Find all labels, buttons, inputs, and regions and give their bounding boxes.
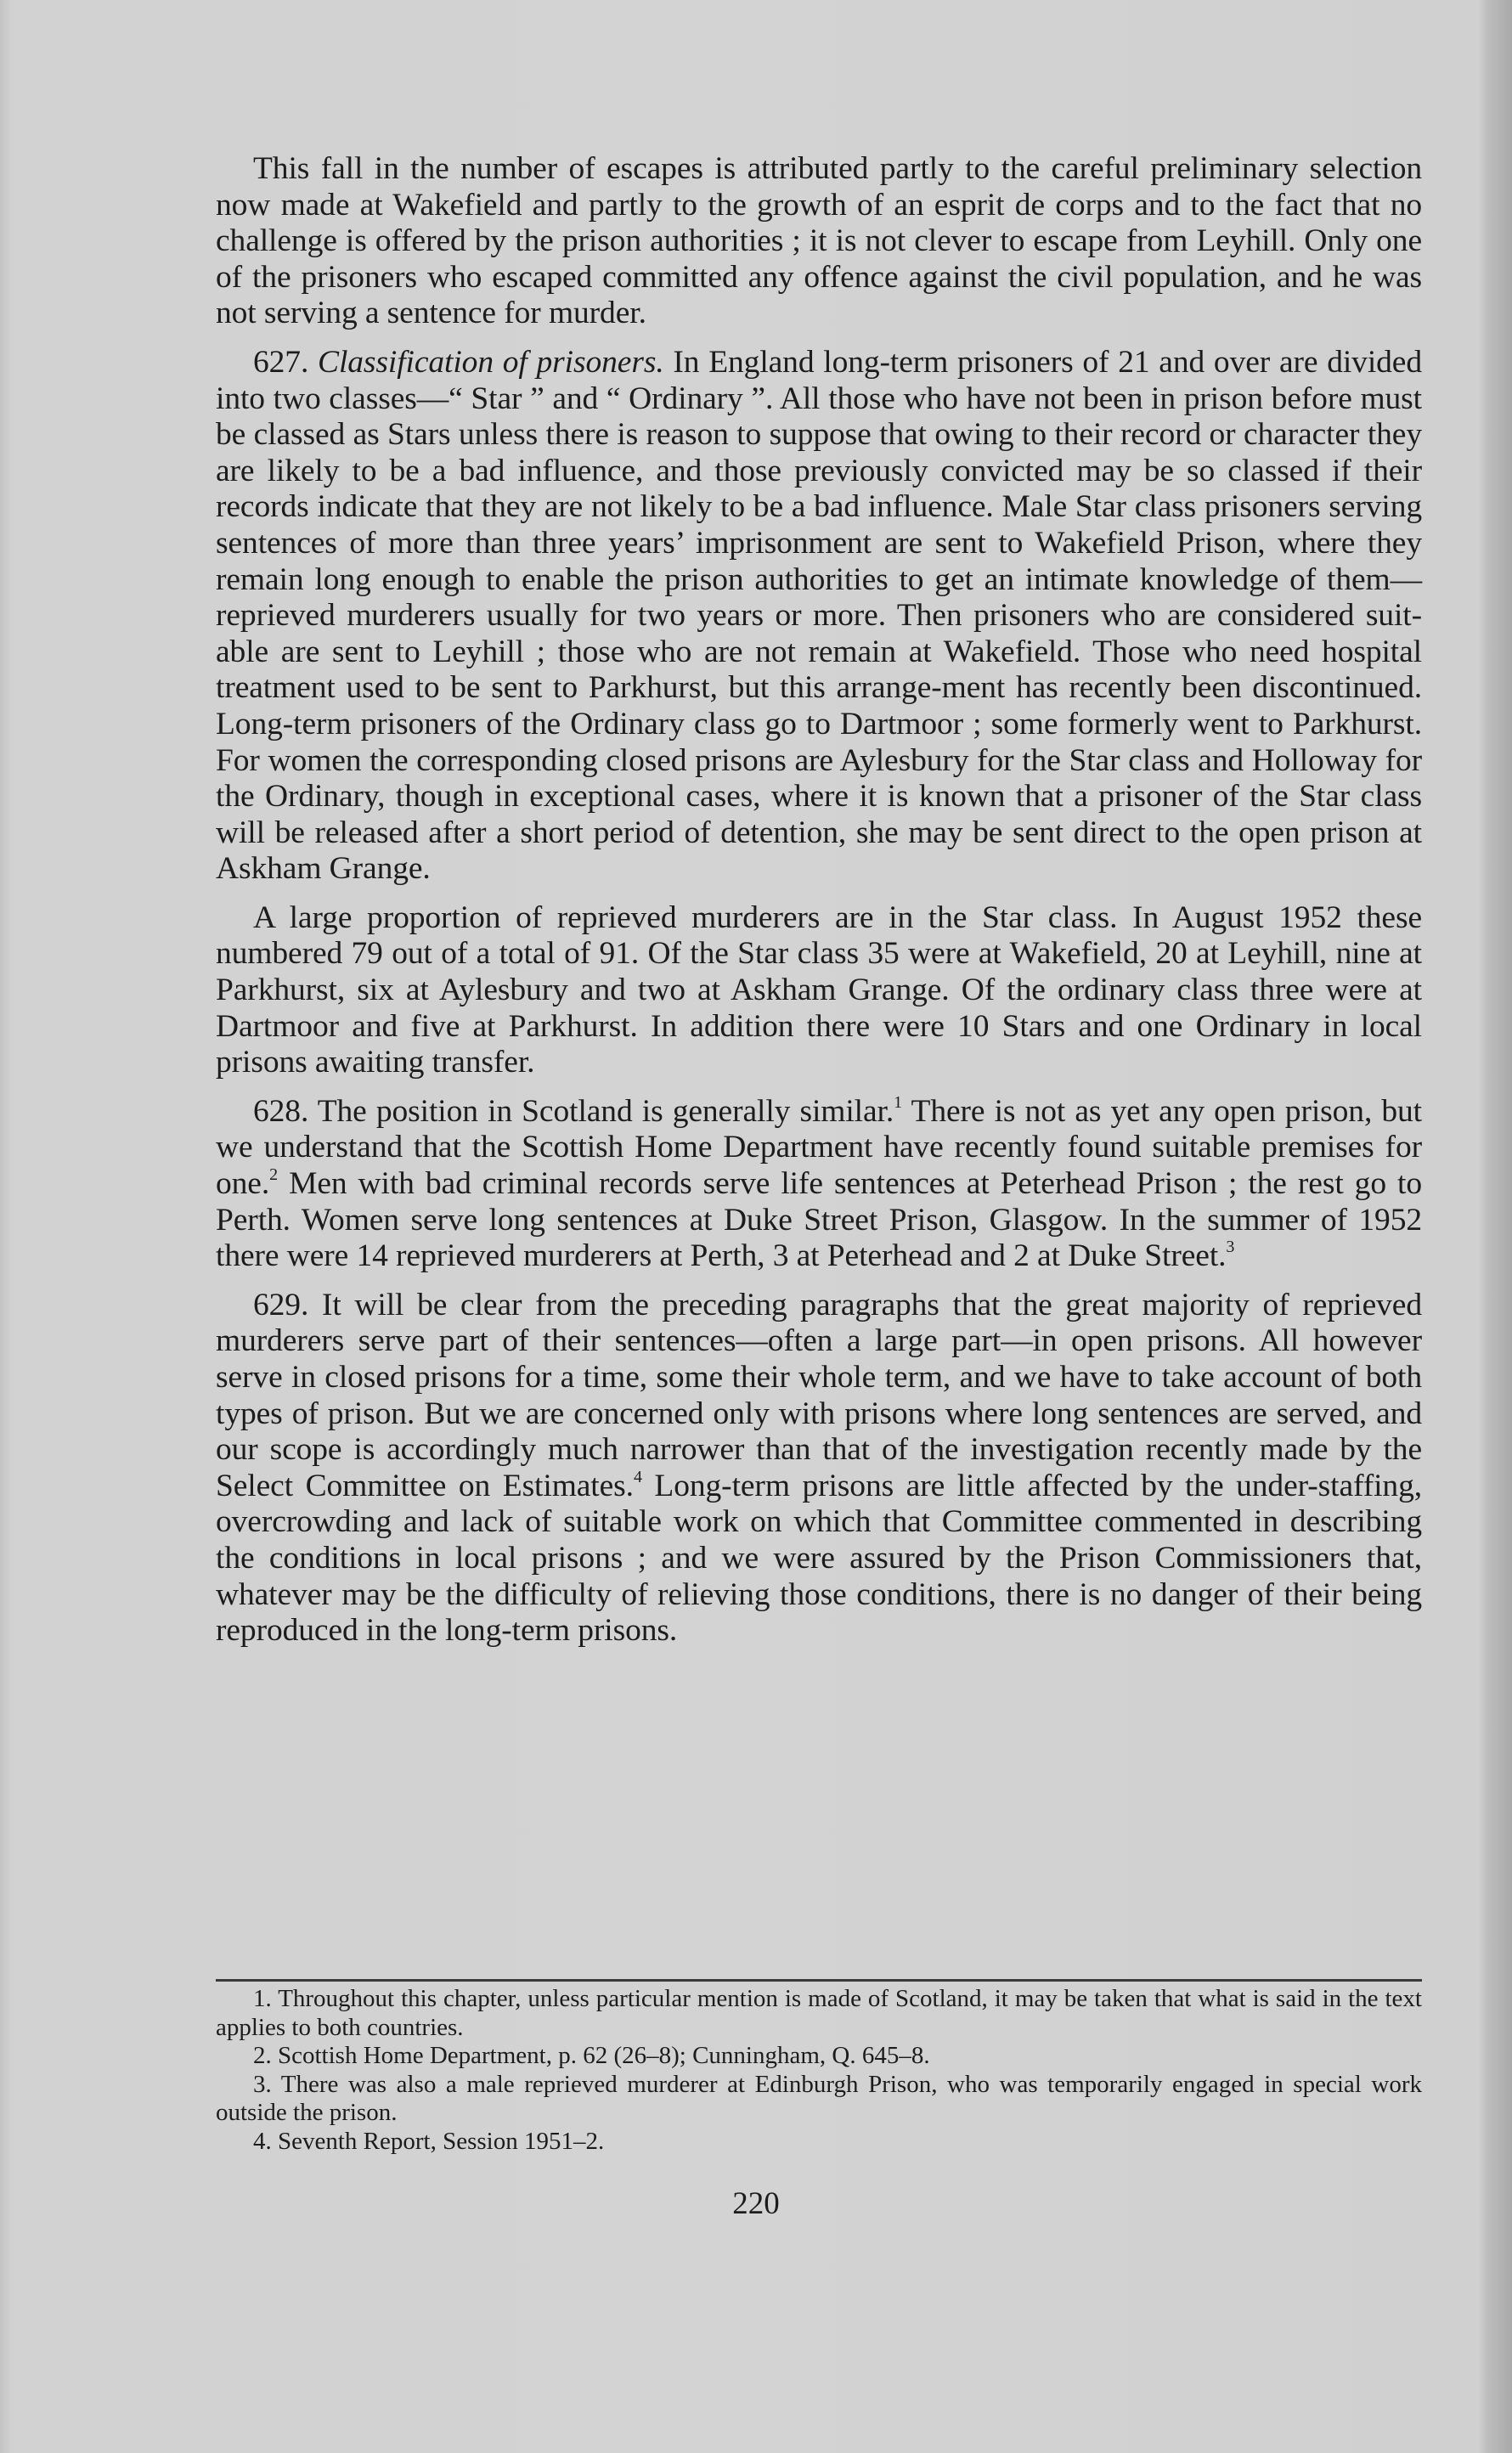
paragraph-text: This fall in the number of escapes is attributed partly to the careful preliminary selection now made at Wakefield and partly to the growth of an esprit de corps and to the fact that no challenge is offered by the prison authorities ; it is not clever to escape from Leyhill. Only one of the prisoners who escaped committed any offence against the civil population, and he was not serving a sentence for murder. xyxy=(216,151,1422,331)
footnote-2: 2. Scottish Home Department, p. 62 (26–8); Cunningham, Q. 645–8. xyxy=(253,2042,930,2069)
footnotes xyxy=(216,1985,1422,2156)
paragraph-escapes xyxy=(216,151,1422,332)
footnote-ref[interactable]: 3 xyxy=(1226,1238,1235,1257)
footnote-ref[interactable]: 1 xyxy=(894,1092,903,1112)
paragraph-number: 627. xyxy=(253,344,309,380)
paragraph-text: The position in Scotland is generally similar. xyxy=(317,1093,894,1129)
paragraph-628 xyxy=(216,1094,1422,1275)
body-text xyxy=(216,151,1422,1649)
page-number: 220 xyxy=(732,2186,780,2221)
paragraph-text: It will be clear from the preceding paragraphs that the great majority of reprieved murderers serve part of their sentences—often a large part—in open prisons. All however serve in closed prisons for a time, some their whole term, and we have to take account of both types of prison. But we are concerned only with prisons where long sentences are served, and our scope is accordingly much narrower than that of the investigation recently made by the Select Committee on Estimates. xyxy=(216,1287,1422,1503)
footnote-3: 3. There was also a male reprieved murderer at Edinburgh Prison, who was temporarily engaged in special work outside the prison. xyxy=(216,2070,1422,2126)
paragraph-number: 628. xyxy=(253,1093,309,1129)
paragraph-text: A large proportion of reprieved murderers are in the Star class. In August 1952 these numbered 79 out of a total of 91. Of the Star class 35 were at Wakefield, 20 at Leyhill, nine at Parkhurst, six at Aylesbury and two at Askham Grange. Of the ordinary class three were at Dartmoor and five at Parkhurst. In addition there were 10 Stars and one Ordinary in local prisons awaiting transfer. xyxy=(216,899,1422,1080)
paragraph-text: In England long-term prisoners of 21 and over are divided into two classes—“ Star ” and “ Ordinary ”. All those who have not been in prison before must be classed as Stars unless there is reason to suppose that owing to their record or character they are likely to be a bad influence, and those previously convicted may be so classed if their records indicate that they are not likely to be a bad influence. Male Star class prisoners serving sentences of more than three years’ imprisonment are sent to Wakefield Prison, where they remain long enough to enable the prison authorities to get an intimate knowledge of them—reprieved murderers usually for two years or more. Then prisoners who are considered suit-able are sent to Leyhill ; those who are not remain at Wakefield. Those who need hospital treatment used to be sent to Parkhurst, but this arrange-ment has recently been discontinued. Long-term prisoners of the Ordinary class go to Dartmoor ; some formerly went to Parkhurst. For women the corresponding closed prisons are Aylesbury for the Star class and Holloway for the Ordinary, though in exceptional cases, where it is known that a prisoner of the Star class will be released after a short period of detention, she may be sent direct to the open prison at Askham Grange. xyxy=(216,344,1422,887)
paragraph-627 xyxy=(216,345,1422,888)
section-heading: Classification of prisoners. xyxy=(318,344,664,380)
footnote-divider xyxy=(216,1979,1422,1982)
paragraph-629 xyxy=(216,1288,1422,1649)
paragraph-text: There is not as yet any open prison, but we understand that the Scottish Home Department have recently found suitable premises for one. xyxy=(216,1093,1422,1202)
footnote-4: 4. Seventh Report, Session 1951–2. xyxy=(253,2127,605,2155)
paragraph-number: 629. xyxy=(253,1287,309,1322)
footnote-ref[interactable]: 2 xyxy=(269,1165,279,1185)
paragraph-star-class xyxy=(216,900,1422,1081)
footnote-1: 1. Throughout this chapter, unless particular mention is made of Scotland, it may be taken that what is said in the text applies to both countries. xyxy=(216,1985,1422,2041)
footnote-ref[interactable]: 4 xyxy=(633,1467,642,1486)
paragraph-text: Long-term prisons are little affected by the under-staffing, overcrowding and lack of suitable work on which that Committee commented in describing the conditions in local prisons ; and we were assured by the Prison Commissioners that, whatever may be the difficulty of relieving those conditions, there is no danger of their being reproduced in the long-term prisons. xyxy=(216,1468,1423,1649)
paragraph-text: Men with bad criminal records serve life sentences at Peterhead Prison ; the rest go to Perth. Women serve long sentences at Duke Street Prison, Glasgow. In the summer of 1952 there were 14 reprieved murderers at Perth, 3 at Peterhead and 2 at Duke Street. xyxy=(216,1166,1422,1274)
